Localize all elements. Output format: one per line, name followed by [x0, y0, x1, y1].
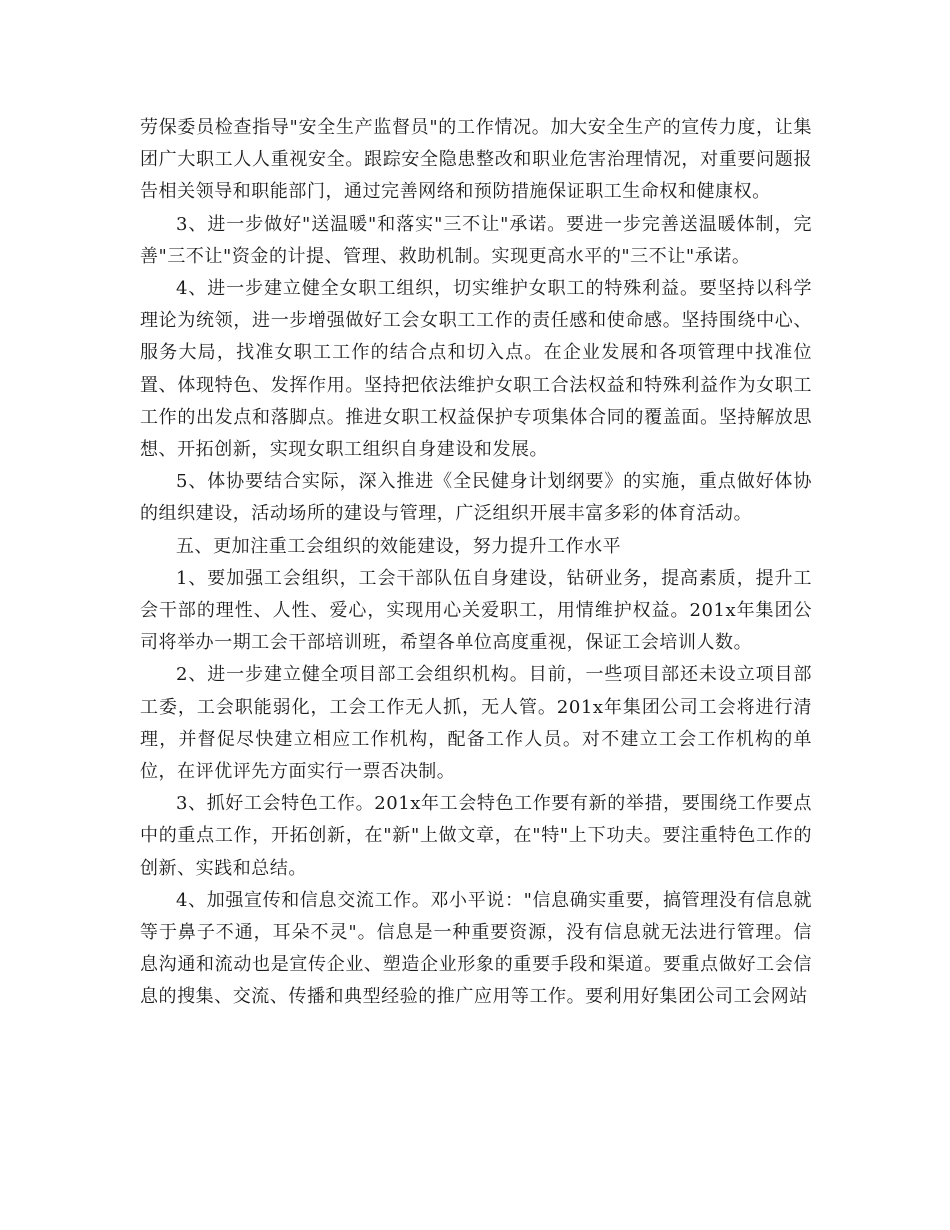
paragraph-item-4-female-workers: 4、进一步建立健全女职工组织，切实维护女职工的特殊利益。要坚持以科学理论为统领，进一步增强做好工会女职工工作的责任感和使命感。坚持围绕中心、服务大局，找准女职工工作的结合点和切入点。在企业发展和各项管理中找准位置、体现特色、发挥作用。坚持把依法维护女职工合法权益和特殊利益作为女职工工作的出发点和落脚点。推进女职工权益保护专项集体合同的覆盖面。坚持解放思想、开拓创新，实现女职工组织自身建设和发展。 [140, 278, 812, 461]
section-heading-five: 五、更加注重工会组织的效能建设，努力提升工作水平 [176, 535, 622, 557]
paragraph-continuation: 劳保委员检查指导"安全生产监督员"的工作情况。加大安全生产的宣传力度，让集团广大职工人人重视安全。跟踪安全隐患整改和职业危害治理情况，对重要问题报告相关领导和职能部门，通过完善网络和预防措施保证职工生命权和健康权。 [140, 117, 812, 203]
paragraph-item-3-warmth: 3、进一步做好"送温暖"和落实"三不让"承诺。要进一步完善送温暖体制，完善"三不让"资金的计提、管理、救助机制。实现更高水平的"三不让"承诺。 [140, 213, 812, 267]
paragraph-item-5-sports-association: 5、体协要结合实际，深入推进《全民健身计划纲要》的实施，重点做好体协的组织建设，活动场所的建设与管理，广泛组织开展丰富多彩的体育活动。 [140, 471, 812, 525]
paragraph-item-1-cadre-building: 1、要加强工会组织，工会干部队伍自身建设，钻研业务，提高素质，提升工会干部的理性、人性、爱心，实现用心关爱职工，用情维护权益。201x年集团公司将举办一期工会干部培训班，希望各单位高度重视，保证工会培训人数。 [140, 567, 812, 654]
paragraph-item-2-project-union: 2、进一步建立健全项目部工会组织机构。目前，一些项目部还未设立项目部工委，工会职能弱化，工会工作无人抓，无人管。201x年集团公司工会将进行清理，并督促尽快建立相应工作机构，配备工作人员。对不建立工会工作机构的单位，在评优评先方面实行一票否决制。 [140, 664, 812, 783]
paragraph-item-3-special-work: 3、抓好工会特色工作。201x年工会特色工作要有新的举措，要围绕工作要点中的重点工作，开拓创新，在"新"上做文章，在"特"上下功夫。要注重特色工作的创新、实践和总结。 [140, 793, 812, 879]
document-page [140, 112, 812, 1014]
paragraph-item-4-publicity-info: 4、加强宣传和信息交流工作。邓小平说："信息确实重要，搞管理没有信息就等于鼻子不通，耳朵不灵"。信息是一种重要资源，没有信息就无法进行管理。信息沟通和流动也是宣传企业、塑造企业形象的重要手段和渠道。要重点做好工会信息的搜集、交流、传播和典型经验的推广应用等工作。要利用好集团公司工会网站 [140, 889, 812, 1008]
